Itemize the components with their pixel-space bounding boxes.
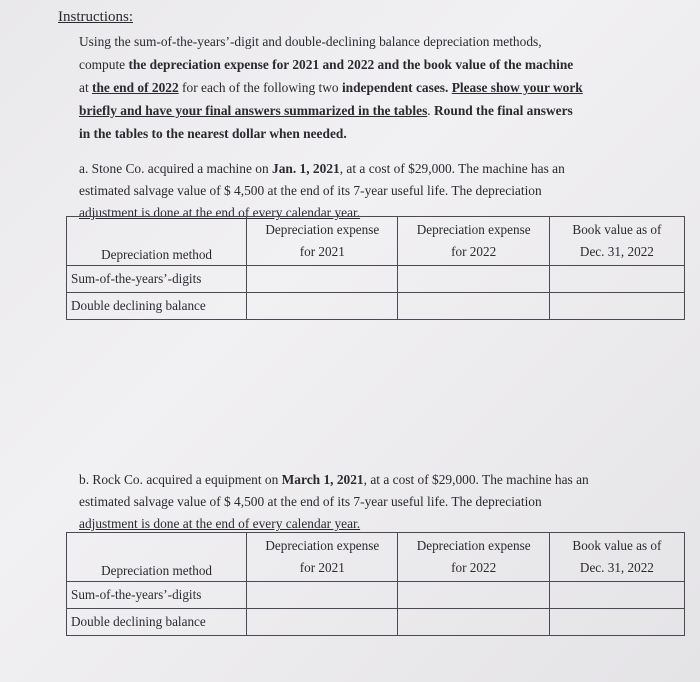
answer-cell[interactable] [549,293,684,320]
case-a-text: a. Stone Co. acquired a machine on Jan. 1, 2021, at a cost of $29,000. The machine has an estimated salvage value of $ 4,500 at the end of its 7-year useful life. The depreciation adjustment is done at the end of every calendar year. [79,161,565,220]
header-method: Depreciation method [67,217,247,266]
instructions-text [79,30,669,145]
table-header-row [67,217,685,266]
header-expense-2022: Depreciation expense for 2022 [398,217,549,266]
row-label: Double declining balance [67,293,247,320]
table-row [67,266,685,293]
answer-cell[interactable] [398,293,549,320]
instr-line-1: Using the sum-of-the-years’-digit and double-declining balance depreciation methods, [79,34,542,49]
instr-line-3: at the end of 2022 for each of the following two independent cases. Please show your work [79,80,583,95]
case-b-table [66,532,685,636]
case-a-table [66,216,685,320]
instr-line-5: in the tables to the nearest dollar when needed. [79,126,347,141]
answer-cell[interactable] [247,293,398,320]
table-header-row [67,533,685,582]
header-book-value: Book value as of Dec. 31, 2022 [549,533,684,582]
row-label: Sum-of-the-years’-digits [67,266,247,293]
answer-cell[interactable] [247,582,398,609]
instructions-heading: Instructions: [58,9,133,25]
answer-cell[interactable] [247,266,398,293]
header-expense-2021: Depreciation expense for 2021 [247,533,398,582]
header-expense-2022: Depreciation expense for 2022 [398,533,549,582]
header-book-value: Book value as of Dec. 31, 2022 [549,217,684,266]
table-row [67,293,685,320]
row-label: Sum-of-the-years’-digits [67,582,247,609]
answer-cell[interactable] [398,582,549,609]
answer-cell[interactable] [549,582,684,609]
header-method: Depreciation method [67,533,247,582]
table-row [67,582,685,609]
instr-line-4: briefly and have your final answers summarized in the tables. Round the final answers [79,103,573,118]
row-label: Double declining balance [67,609,247,636]
case-b-text: b. Rock Co. acquired a equipment on March 1, 2021, at a cost of $29,000. The machine has an estimated salvage value of $ 4,500 at the end of its 7-year useful life. The depreciation adjustment is done at the end of every calendar year. [79,472,589,531]
answer-cell[interactable] [549,266,684,293]
answer-cell[interactable] [398,266,549,293]
answer-cell[interactable] [398,609,549,636]
instr-line-2: compute the depreciation expense for 2021 and 2022 and the book value of the machine [79,57,574,72]
header-expense-2021: Depreciation expense for 2021 [247,217,398,266]
table-row [67,609,685,636]
answer-cell[interactable] [549,609,684,636]
answer-cell[interactable] [247,609,398,636]
